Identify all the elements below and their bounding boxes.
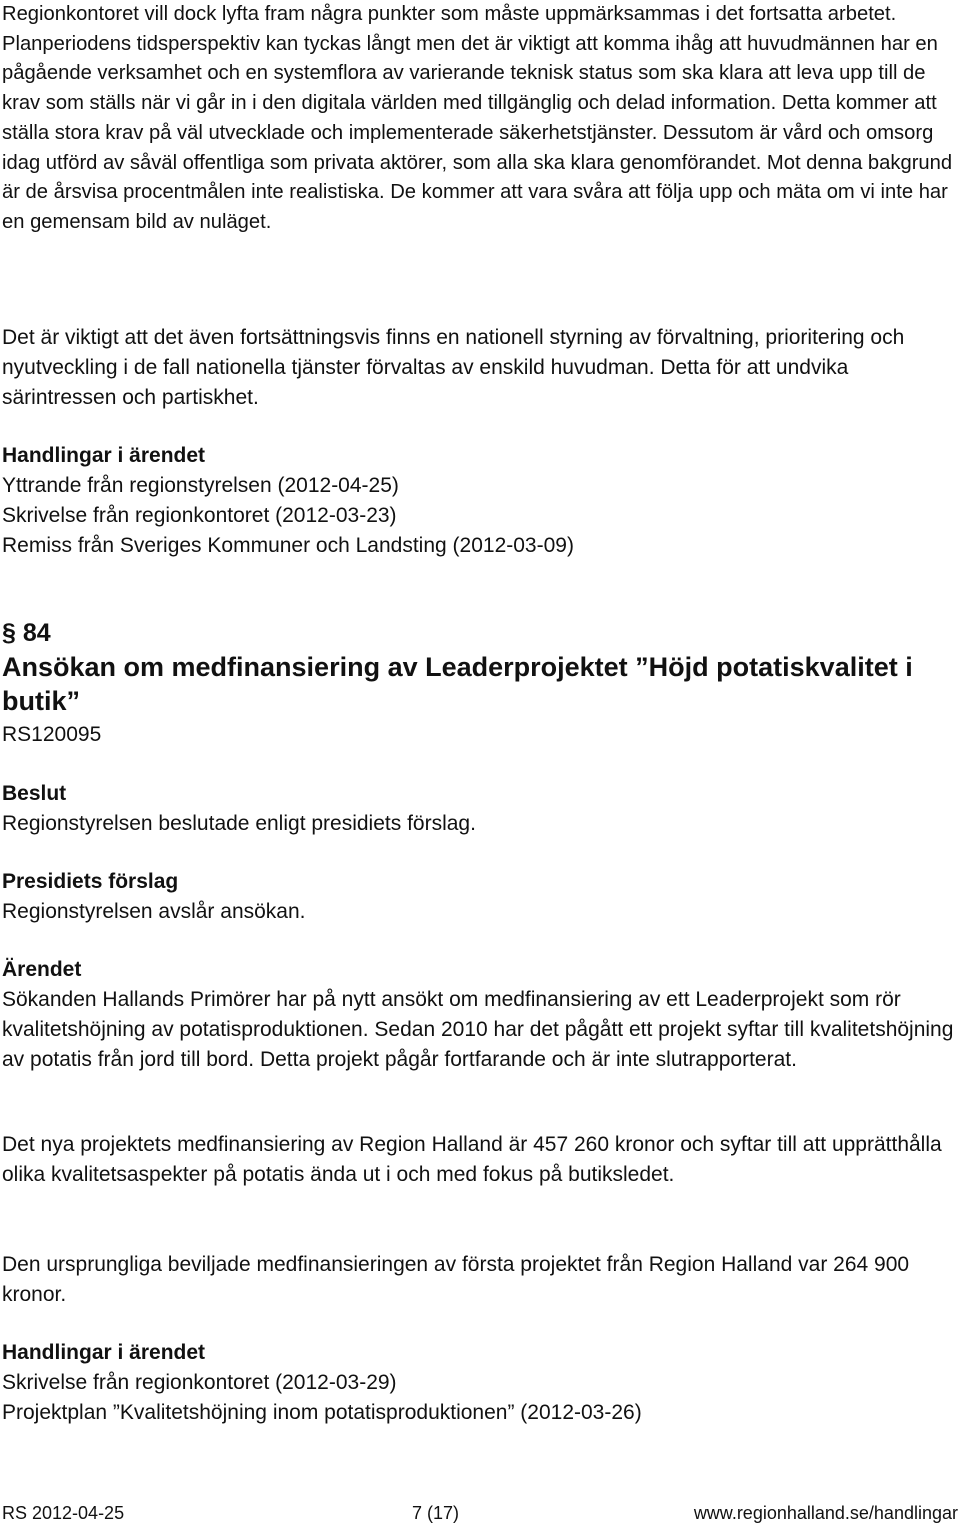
decision-text: Regionstyrelsen beslutade enligt presidiets förslag. <box>2 812 476 835</box>
document-item: Projektplan ”Kvalitetshöjning inom potatisproduktionen” (2012-03-26) <box>2 1401 642 1424</box>
matter-paragraph-3: Den ursprungliga beviljade medfinansieringen av första projektet från Region Halland var 264 900 kronor. <box>2 1253 910 1306</box>
document-item: Skrivelse från regionkontoret (2012-03-29) <box>2 1371 397 1394</box>
decision-heading: Beslut <box>2 782 67 805</box>
decision-section <box>2 779 958 839</box>
matter-section <box>2 955 958 1075</box>
footer-page-number: 7 (17) <box>412 1503 460 1523</box>
footer-link[interactable]: www.regionhalland.se/handlingar <box>693 1503 958 1523</box>
matter-paragraph-2: Det nya projektets medfinansiering av Region Halland är 457 260 kronor och syftar till att upprätthålla olika kvalitetsaspekter på potatis ända ut i och med fokus på butiksledet. <box>2 1133 942 1186</box>
case-title: Ansökan om medfinansiering av Leaderprojektet ”Höjd potatiskvalitet i butik” <box>2 652 913 716</box>
document-item: Skrivelse från regionkontoret (2012-03-23) <box>2 504 397 527</box>
document-item: Yttrande från regionstyrelsen (2012-04-25) <box>2 474 399 497</box>
documents-heading-1: Handlingar i ärendet <box>2 444 206 467</box>
documents-section-1 <box>2 441 958 561</box>
matter-heading: Ärendet <box>2 958 82 981</box>
documents-section-2 <box>2 1338 958 1428</box>
case-number: § 84 <box>2 619 51 647</box>
intro-paragraph: Regionkontoret vill dock lyfta fram några punkter som måste uppmärksammas i det fortsatta arbetet. Planperiodens tidsperspektiv kan tyckas långt men det är viktigt att komma ihåg att huvudmännen har en pågående verksamhet och en systemflora av varierande teknisk status som ska klara att leva upp till de krav som ställs när vi går in i den digitala världen med tillgänglig och delad information. Detta kommer att ställa stora krav på väl utvecklade och implementerade säkerhetstjänster. Dessutom är vård och omsorg idag utförd av såväl offentliga som privata aktörer, som alla ska klara genomförandet. Mot denna bakgrund är de årsvisa procentmålen inte realistiska. De kommer att vara svåra att följa upp och mäta om vi inte har en gemensam bild av nuläget. <box>2 3 953 233</box>
proposal-text: Regionstyrelsen avslår ansökan. <box>2 900 306 923</box>
documents-heading-2: Handlingar i ärendet <box>2 1341 206 1364</box>
document-item: Remiss från Sveriges Kommuner och Landsting (2012-03-09) <box>2 534 574 557</box>
page-footer <box>2 1499 958 1527</box>
proposal-heading: Presidiets förslag <box>2 870 179 893</box>
footer-date: RS 2012-04-25 <box>2 1503 125 1523</box>
second-paragraph: Det är viktigt att det även fortsättningsvis finns en nationell styrning av förvaltning, prioritering och nyutveckling i de fall nationella tjänster förvaltas av enskild huvudman. Detta för att undvika särintressen och partiskhet. <box>2 326 905 409</box>
matter-paragraph-1: Sökanden Hallands Primörer har på nytt ansökt om medfinansiering av ett Leaderprojekt som rör kvalitetshöjning av potatisproduktionen. Sedan 2010 har det pågått ett projekt syftar till kvalitetshöjning av potatis från jord till bord. Detta projekt pågår fortfarande och är inte slutrapporterat. <box>2 988 954 1071</box>
case-reference: RS120095 <box>2 723 102 746</box>
proposal-section <box>2 867 958 927</box>
